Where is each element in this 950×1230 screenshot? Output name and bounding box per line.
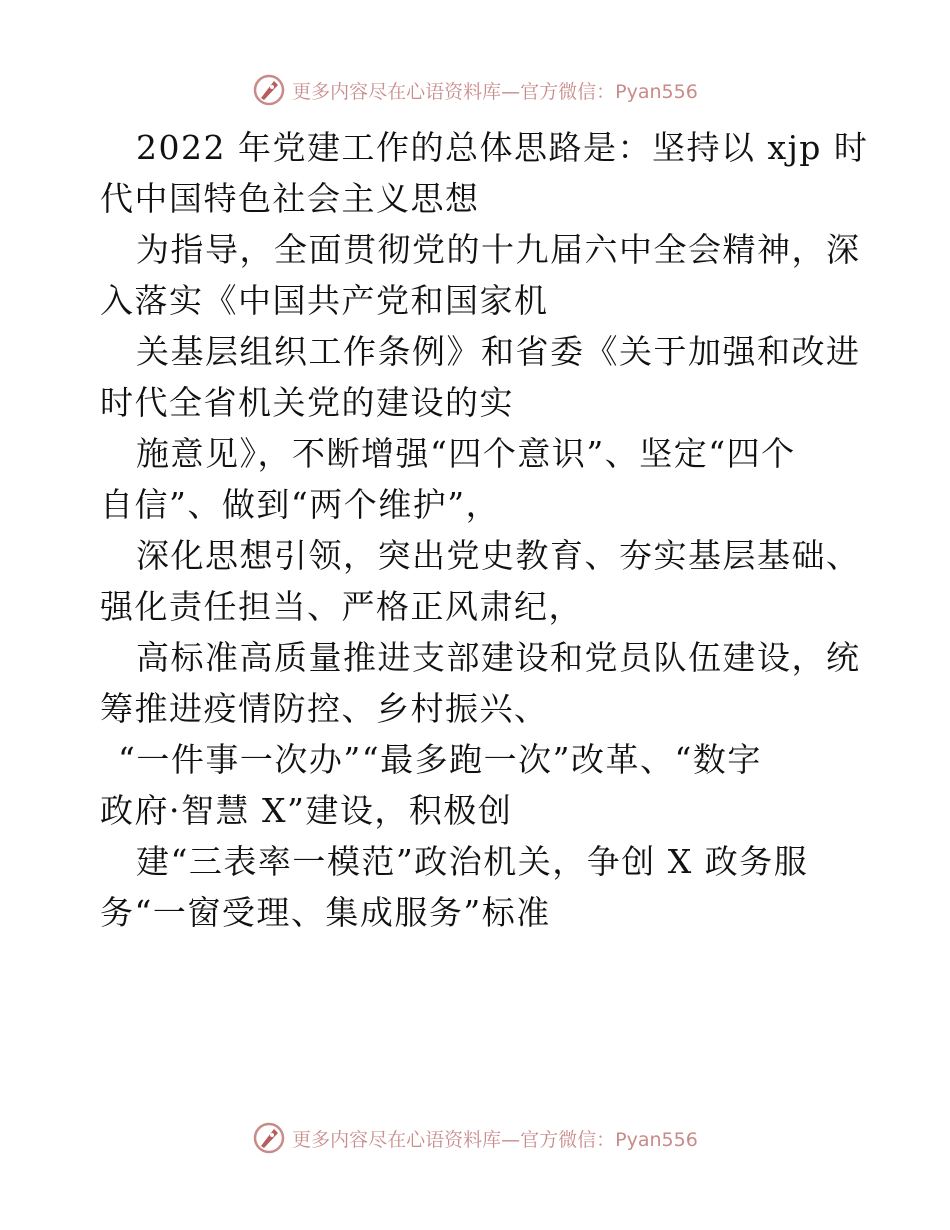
pen-nib-circle-logo-icon	[252, 73, 286, 107]
paragraph-line: 2022 年党建工作的总体思路是：坚持以 xjp 时	[136, 128, 869, 167]
paragraph-line: 筹推进疫情防控、乡村振兴、	[100, 689, 549, 728]
paragraph-line: 政府·智慧 X”建设，积极创	[100, 791, 513, 830]
watermark-text: 更多内容尽在心语资料库—官方微信：Pyan556	[292, 80, 698, 103]
paragraph-line: 施意见》，不断增强“四个意识”、坚定“四个	[136, 434, 796, 473]
paragraph-line: 关基层组织工作条例》和省委《关于加强和改进	[136, 332, 861, 371]
paragraph-line: 强化责任担当、严格正风肃纪，	[100, 587, 583, 626]
paragraph-line: 深化思想引领，突出党史教育、夯实基层基础、	[136, 536, 861, 575]
paragraph-line: 高标准高质量推进支部建设和党员队伍建设，统	[136, 638, 861, 677]
paragraph-line: 自信”、做到“两个维护”，	[100, 485, 501, 524]
paragraph-line: 入落实《中国共产党和国家机	[100, 281, 549, 320]
paragraph-line: 时代全省机关党的建设的实	[100, 383, 514, 422]
paragraph-line: “一件事一次办”“最多跑一次”改革、“数字	[118, 740, 762, 779]
header-watermark-banner	[0, 70, 950, 110]
watermark-text: 更多内容尽在心语资料库—官方微信：Pyan556	[292, 1128, 698, 1151]
pen-nib-circle-logo-icon	[252, 1121, 286, 1155]
paragraph-line: 建“三表率一模范”政治机关，争创 X 政务服	[136, 842, 809, 881]
paragraph-line: 务“一窗受理、集成服务”标准	[100, 893, 551, 932]
document-body	[100, 122, 869, 938]
footer-watermark-banner	[0, 1118, 950, 1158]
paragraph-line: 代中国特色社会主义思想	[100, 179, 480, 218]
paragraph-line: 为指导，全面贯彻党的十九届六中全会精神，深	[136, 230, 861, 269]
